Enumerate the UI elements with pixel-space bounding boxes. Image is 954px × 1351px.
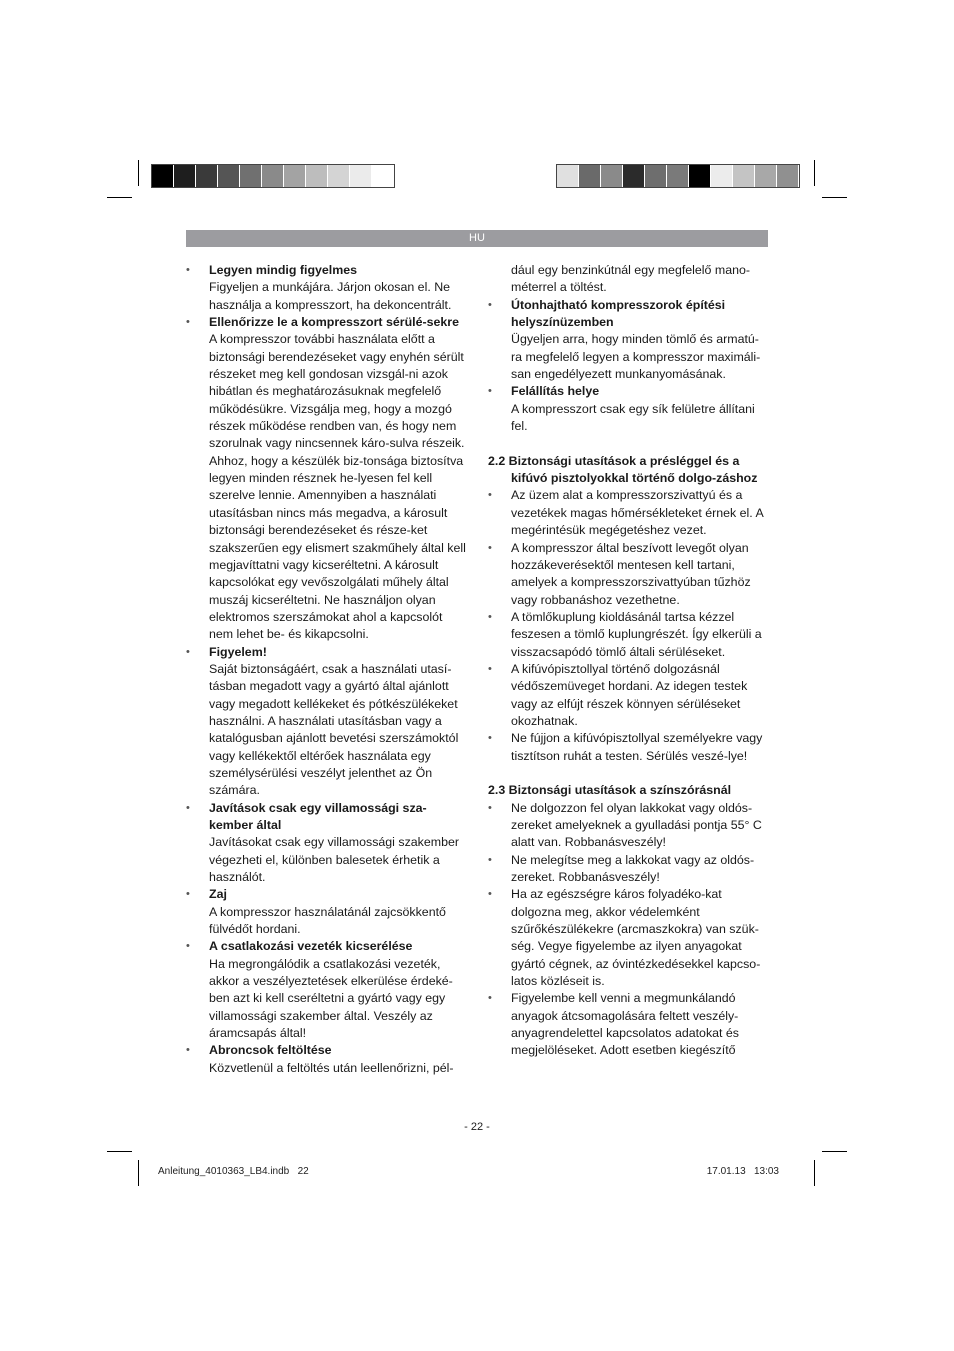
crop-mark (107, 1151, 132, 1152)
color-swatch (557, 165, 579, 187)
list-item (186, 1042, 466, 1077)
list-item (186, 644, 466, 800)
left-column (186, 262, 466, 1077)
color-swatch (218, 165, 240, 187)
item-heading: • Zaj (209, 887, 227, 902)
list-item (186, 262, 466, 314)
section-heading-2-2: 2.2 Biztonsági utasítások a présléggel és a kifúvó pisztolyokkal történő dolgo-záshoz (488, 453, 758, 486)
item-text: Saját biztonságáért, csak a használati utasí-tásban megadott vagy a gyártó által ajánlott vagy megadott kellékeket és pótkészülékeket használni. A használati utasításban vagy a katalógusban ajánlott bevetési szerszámoktól vagy kellékektől eltérőek használata egy személysérülési veszélyt jelenthet az Ön számára. (209, 661, 459, 798)
item-heading: • Felállítás helye (511, 384, 600, 399)
item-text: A kompresszor használatánál zajcsökkentő fülvédőt hordani. (209, 904, 446, 937)
item-heading: • Abroncsok feltöltése (209, 1043, 332, 1058)
right-column (488, 262, 768, 1060)
list-item (488, 297, 768, 384)
color-swatch (262, 165, 284, 187)
color-swatch (667, 165, 689, 187)
color-swatch (240, 165, 262, 187)
color-swatch (733, 165, 755, 187)
color-swatch (777, 165, 799, 187)
item-text: A kompresszort csak egy sík felületre állítani fel. (511, 401, 755, 434)
item-text: Ha megrongálódik a csatlakozási vezeték, akkor a veszélyeztetések elkerülése érdeké-ben azt ki kell cseréltetni a gyártó vagy egy villamossági szakember által. Veszély az áramcsapás által! (209, 956, 453, 1041)
color-swatch (350, 165, 372, 187)
color-bar-right (556, 164, 800, 188)
list-item: • Figyelembe kell venni a megmunkálandó anyagok átcsomagolására feltett veszély-anyagrendelettel kapcsolatos adatokat és megjelöléseket. Adott esetben kiegészítő (488, 990, 768, 1059)
color-swatch (174, 165, 196, 187)
crop-mark (138, 160, 139, 186)
item-text: Javításokat csak egy villamossági szakember végezheti el, különben balesetek érhetik a használót. (209, 835, 459, 885)
list-item (186, 314, 466, 644)
item-text: A kompresszor további használata előtt a biztonsági berendezéseket vagy enyhén sérült részeket meg kell gondosan vizsgál-ni azok hibátlan és meghatározásuknak megfelelő működésükre. Vizsgálja meg, hogy a mozgó részek működése rendben van, és hogy nem szorulnak vagy nincsennek káro-sulva részeik. Ahhoz, hogy a készülék biz-tonsága biztosítva legyen minden résznek he-lyesen fel kell szerelve lennie. Amennyiben a használati utasításban nincs más megadva, a károsult biztonsági berendezéseket és része-ket szakszerűen egy elismert szakműhely által kell megjavíttatni vagy kicseréltetni. A károsult kapcsolókat egy vevőszolgálati műhely által muszáj kicseréltetni. Ne használjon olyan elektromos szerszámokat ahol a kapcsolót nem lehet be- és kikapcsolni. (209, 332, 466, 642)
crop-mark (822, 1151, 847, 1152)
crop-mark (138, 1160, 139, 1186)
color-bar-left (151, 164, 395, 188)
list-item: • A tömlőkuplung kioldásánál tartsa kézzel feszesen a tömlő kuplungrészét. Így elkerüli a visszacsapódó tömlő általi sérüléseket. (488, 609, 768, 661)
continued-text (488, 262, 768, 297)
item-heading: • Legyen mindig figyelmes (209, 263, 358, 277)
list-item: • Ha az egészségre káros folyadéko-kat dolgozna meg, akkor védelemként szűrőkészülékekre (arcmaszkokra) van szük-ség. Vegye figyelembe az ilyen anyagokat gyártó cégnek, az óvintézkedésekkel kapcso-latos közléseit is. (488, 886, 768, 990)
list-item: • Ne fújjon a kifúvópisztollyal személyekre vagy tisztítson ruhát a testen. Sérülés veszé-lye! (488, 730, 768, 765)
list-item: • A kompresszor által beszívott levegőt olyan hozzákeverésektől mentesen kell tartani, amelyek a kompresszorszivattyúban tűzhöz vagy robbanáshoz vezethetne. (488, 540, 768, 609)
footer-date: 17.01.13 13:03 (706, 1166, 779, 1177)
item-text: Figyeljen a munkájára. Járjon okosan el. Ne használja a kompresszort, ha dekoncentrált. (209, 280, 452, 312)
color-swatch (579, 165, 601, 187)
item-heading: • Ellenőrizze le a kompresszort sérülé-sekre (209, 315, 459, 330)
list-item: • Ne dolgozzon fel olyan lakkokat vagy oldós-zereket amelyeknek a gyulladási pontja 55° C alatt van. Robbanásveszély! (488, 800, 768, 852)
list-item (186, 938, 466, 1042)
color-swatch (328, 165, 350, 187)
color-swatch (689, 165, 711, 187)
list-item (186, 800, 466, 887)
list-item: • Az üzem alat a kompresszorszivattyú és a vezetékek magas hőmérsékleteket érnek el. A megérintésük megégetéshez vezet. (488, 487, 768, 539)
crop-mark (822, 197, 847, 198)
item-text: Közvetlenül a feltöltés után leellenőrizni, pél- (209, 1060, 454, 1075)
list-item: • A kifúvópisztollyal történő dolgozásnál védőszemüveget hordani. Az idegen testek vagy az elfújt részek könnyen sérüléseket okozhatnak. (488, 661, 768, 730)
item-text: Ügyeljen arra, hogy minden tömlő és armatú-ra megfelelő legyen a kompresszor maximáli-san engedélyezett munkanyomásának. (511, 332, 761, 382)
color-swatch (711, 165, 733, 187)
color-swatch (755, 165, 777, 187)
color-swatch (284, 165, 306, 187)
item-heading: • Javítások csak egy villamossági sza-kember által (209, 800, 427, 832)
footer-file-info: Anleitung_4010363_LB4.indb 22 (158, 1166, 309, 1177)
language-header: HU (186, 230, 768, 247)
item-heading: • Figyelem! (209, 644, 267, 659)
color-swatch (623, 165, 645, 187)
page-number: - 22 - (464, 1121, 490, 1133)
crop-mark (814, 160, 815, 186)
color-swatch (306, 165, 328, 187)
color-swatch (152, 165, 174, 187)
item-heading: • A csatlakozási vezeték kicserélése (209, 939, 413, 954)
color-swatch (196, 165, 218, 187)
item-text: dául egy benzinkútnál egy megfelelő mano-méterrel a töltést. (511, 263, 751, 295)
color-swatch (372, 165, 394, 187)
list-item (186, 886, 466, 938)
color-swatch (601, 165, 623, 187)
list-item: • Ne melegítse meg a lakkokat vagy az oldós-zereket. Robbanásveszély! (488, 852, 768, 887)
list-item (488, 383, 768, 435)
color-swatch (645, 165, 667, 187)
crop-mark (107, 197, 132, 198)
crop-mark (814, 1160, 815, 1186)
section-heading-2-3: 2.3 Biztonsági utasítások a színszórásnál (488, 783, 732, 798)
item-heading: • Útonhajtható kompresszorok építési helyszínüzemben (511, 297, 726, 330)
